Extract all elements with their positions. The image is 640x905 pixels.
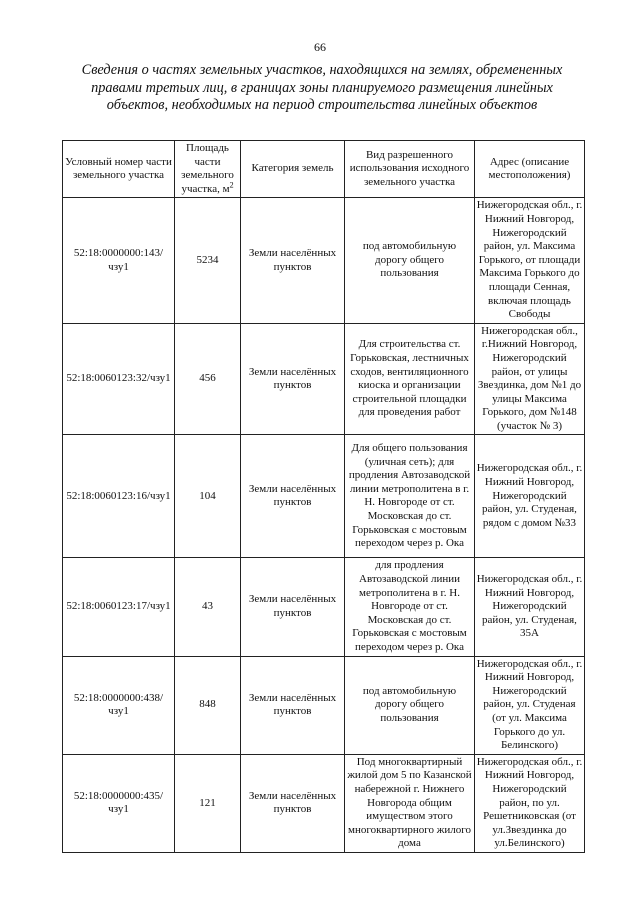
cell-category: Земли населённых пунктов <box>241 435 345 558</box>
cell-use: Для общего пользования (уличная сеть); для продления Автозаводской линии метрополитена в г. Н. Новгороде от ст. Московская до ст. Горьковская с мостовым переходом через р. Ока <box>345 435 475 558</box>
header-area-label: Площадь части земельного участка, м <box>181 142 234 195</box>
cell-address: Нижегородская обл., г.Нижний Новгород, Нижегородский район, от улицы Звездинка, дом №1 до улицы Максима Горького, дом №148 (участок № 3) <box>475 323 585 435</box>
table-header-row <box>63 141 585 198</box>
cell-address: Нижегородская обл., г. Нижний Новгород, Нижегородский район, ул. Студеная, 35А <box>475 558 585 656</box>
cell-area: 456 <box>175 323 241 435</box>
cell-category: Земли населённых пунктов <box>241 754 345 852</box>
cell-area: 121 <box>175 754 241 852</box>
cell-use: под автомобильную дорогу общего пользования <box>345 656 475 754</box>
cell-use: Для строительства ст. Горьковская, лестничных сходов, вентиляционного киоска и организации строительной площадки для проведения работ <box>345 323 475 435</box>
cell-category: Земли населённых пунктов <box>241 323 345 435</box>
cell-number: 52:18:0060123:17/чзу1 <box>63 558 175 656</box>
header-category: Категория земель <box>241 141 345 198</box>
cell-area: 43 <box>175 558 241 656</box>
cell-use: для продления Автозаводской линии метрополитена в г. Н. Новгороде от ст. Московская до ст. Горьковская с мостовым переходом через р. Ока <box>345 558 475 656</box>
cell-number: 52:18:0000000:435/чзу1 <box>63 754 175 852</box>
cell-area: 848 <box>175 656 241 754</box>
table-row <box>63 656 585 754</box>
table-row <box>63 754 585 852</box>
cell-use: Под многоквартирный жилой дом 5 по Казанской набережной г. Нижнего Новгорода общим имуществом этого многоквартирного жилого дома <box>345 754 475 852</box>
cell-area: 5234 <box>175 198 241 323</box>
cell-category: Земли населённых пунктов <box>241 198 345 323</box>
header-address: Адрес (описание местоположения) <box>475 141 585 198</box>
cell-number: 52:18:0060123:16/чзу1 <box>63 435 175 558</box>
cell-use: под автомобильную дорогу общего пользования <box>345 198 475 323</box>
table-row <box>63 198 585 323</box>
cell-number: 52:18:0060123:32/чзу1 <box>63 323 175 435</box>
cell-address: Нижегородская обл., г. Нижний Новгород, Нижегородский район, ул. Максима Горького, от площади Максима Горького до площади Сенная, включая площадь Свободы <box>475 198 585 323</box>
header-area <box>175 141 241 198</box>
cell-category: Земли населённых пунктов <box>241 558 345 656</box>
header-area-sup: 2 <box>229 180 234 190</box>
land-parcels-table <box>62 140 585 853</box>
cell-number: 52:18:0000000:143/чзу1 <box>63 198 175 323</box>
cell-address: Нижегородская обл., г. Нижний Новгород, Нижегородский район, по ул. Решетниковская (от ул.Звездинка до ул.Белинского) <box>475 754 585 852</box>
document-title: Сведения о частях земельных участков, находящихся на землях, обремененных правами третьих лиц, в границах зоны планируемого размещения линейных объектов, необходимых на период строительства линейных объектов <box>81 62 563 113</box>
header-number: Условный номер части земельного участка <box>63 141 175 198</box>
cell-number: 52:18:0000000:438/чзу1 <box>63 656 175 754</box>
cell-category: Земли населённых пунктов <box>241 656 345 754</box>
table-row <box>63 323 585 435</box>
header-use: Вид разрешенного использования исходного земельного участка <box>345 141 475 198</box>
cell-area: 104 <box>175 435 241 558</box>
cell-address: Нижегородская обл., г. Нижний Новгород, Нижегородский район, ул. Студеная (от ул. Максима Горького до ул. Белинского) <box>475 656 585 754</box>
page-number: 66 <box>314 40 326 54</box>
cell-address: Нижегородская обл., г. Нижний Новгород, Нижегородский район, ул. Студеная, рядом с домом №33 <box>475 435 585 558</box>
table-row <box>63 435 585 558</box>
table-row <box>63 558 585 656</box>
